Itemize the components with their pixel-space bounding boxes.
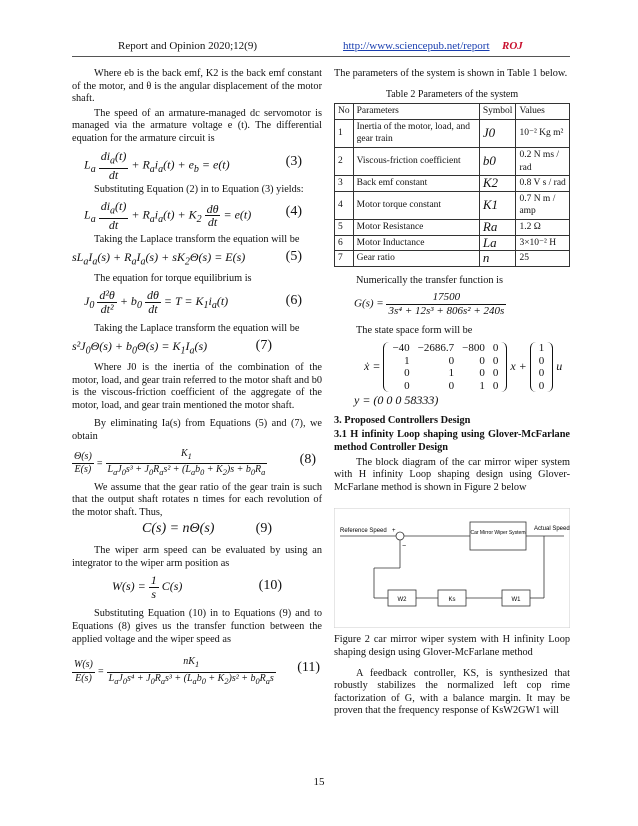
parameters-table [334,103,570,267]
equation-9: C(s) = nΘ(s) (9) [142,521,272,537]
table-cell-sym: Ra [479,219,516,235]
header-divider [72,56,570,57]
equation-4: $L_a$ $\frac{di_a(t)}{dt}$ + $R_ai_a(t) + K_2$ $\frac{d\theta}{dt}$ = e(t) (4) [84,199,302,233]
equation-number: (10) [258,578,282,594]
paragraph: The speed of an armature-managed dc servomotor is managed via the armature voltage e (t). The differential equation for the armature circuit is [72,107,322,144]
w1-label: W1 [511,597,521,604]
b-vector-cell: 0 [538,354,545,367]
state-equation: ẋ = −40 −2686.7 −800 0 1 0 0 0 0 1 0 0 0 0 1 0 x + 1 0 0 0 u [364,341,563,392]
equation-5: $sL_aI_a(s) + R_aI_a(s) + sK_2\Theta(s) = E(s)$ (5) [72,248,302,268]
plant-block [470,522,526,550]
paragraph: The equation for torque equilibrium is [94,272,252,284]
table-cell-val: 0.8 V s / rad [516,176,570,192]
table-cell-val: 0.2 N ms / rad [516,147,570,175]
block-diagram [334,508,570,628]
paragraph: Numerically the transfer function is [356,274,503,286]
b-vector [530,342,554,392]
table-row [335,235,570,251]
a-matrix-cell: 0 [479,354,485,367]
equation-number: (3) [285,153,302,169]
paragraph: Substituting Equation (2) in to Equation (3) yields: [94,183,304,195]
table-cell-no: 1 [335,119,354,147]
paragraph: The parameters of the system is shown in Table 1 below. [334,68,568,79]
b-vector-cell: 1 [538,341,545,354]
equation-3: $L_a$ $\frac{di_a(t)}{dt}$ + $R_ai_a(t) + e_b = e(t)$ (3) [84,148,302,182]
table-cell-no: 5 [335,219,354,235]
left-column [72,68,322,690]
right-column [334,68,570,720]
a-matrix-cell: 1 [448,367,455,380]
table-header-row [335,104,570,120]
equation-number: (8) [299,451,316,467]
a-matrix-cell: 0 [492,379,499,392]
a-matrix-cell: 1 [404,354,410,367]
table-cell-param: Motor Inductance [353,235,479,251]
table-cell-sym: K1 [479,191,516,219]
paragraph: The wiper arm speed can be evaluated by using an integrator to the wiper arm position as [72,545,322,569]
transfer-function: G(s) = $\frac{17500}{\text{3s⁴ + 12s³ + 806s² + 240s}}$ [354,291,505,317]
equation-number: (4) [285,204,302,220]
paragraph: Taking the Laplace transform the equation will be [94,234,300,246]
tf-denominator: 3s⁴ + 12s³ + 806s² + 240s [388,304,505,317]
journal-citation: Report and Opinion 2020;12(9) [118,40,258,52]
page-number: 15 [313,776,325,788]
table-row [335,219,570,235]
figure-caption: Figure 2 car mirror wiper system with H infinity Loop shaping design using Glover-McFarlane method [334,634,570,659]
w2-label: W2 [397,597,407,604]
a-matrix-cell: 0 [448,354,455,367]
paragraph: The state space form will be [356,325,473,337]
journal-url-link[interactable]: http://www.sciencepub.net/report [343,40,490,52]
table-cell-val: 0.7 N m / amp [516,191,570,219]
paragraph: Where J0 is the inertia of the combination of the motor, load, and gear train referred to the motor shaft and b0 is the viscous-friction coefficient of the aggregate of the motor, load, and gear train mentioned the motor shaft. [72,361,322,411]
plant-label: Car Mirror Wiper System [470,530,526,537]
equation-number: (6) [285,293,302,309]
ref-speed-label: Reference Speed [340,528,387,535]
summing-junction [396,532,404,540]
equation-10: W(s) = $\frac{1}{s}$ C(s) (10) [112,573,282,602]
running-header [0,40,638,56]
a-matrix-cell: −800 [462,341,485,354]
block-diagram-svg [334,508,570,628]
table-row [335,251,570,267]
paragraph: A feedback controller, KS, is synthesized that robustly stabilizes the normalized left cop rime factorization of G, with a balance margin. It may be proven that the frequency response of KsW2GW1 will [334,667,570,717]
table-row [335,147,570,175]
a-matrix-cell: 1 [479,379,485,392]
table-cell-sym: La [479,235,516,251]
paragraph: We assume that the gear ratio of the gear train is such that the output shaft rotates n times for each revolution of the motor shaft. Thus, [72,481,322,518]
equation-7: $s^2J_0\Theta(s) + b_0\Theta(s) = K_1I_a(s)$ (7) [72,337,272,357]
table-cell-no: 6 [335,235,354,251]
table-cell-param: Viscous-friction coefficient [353,147,479,175]
a-matrix [383,342,507,392]
subsection-heading: 3.1 H infinity Loop shaping using Glover-McFarlane method Controller Design [334,429,570,454]
tf-numerator: 17500 [386,291,506,305]
table-cell-no: 3 [335,176,354,192]
table-cell-no: 2 [335,147,354,175]
equation-6: $J_0$ $\frac{\text{d²θ}}{\text{dt²}}$ + $b_0$ $\frac{d\theta}{dt}$ = $T = K_1i_a(t)$ (6) [84,288,302,316]
table-body [335,119,570,266]
table-cell-param: Motor Resistance [353,219,479,235]
table-cell-sym: n [479,251,516,267]
equation-number: (5) [285,248,302,264]
a-matrix-cell: 0 [479,367,485,380]
table-cell-sym: J0 [479,119,516,147]
column-header: Parameters [353,104,479,120]
table-cell-sym: K2 [479,176,516,192]
equation-number: (9) [255,521,272,537]
equation-8: $\frac{\Theta(s)}{E(s)}$ = $\frac{K_1}{L_aJ_0s^3 + J_0R_as^2 + (L_ab_0 + K_2)s + b_0R_a}$ (8) [74,447,316,478]
a-matrix-cell: 0 [492,354,499,367]
equation-number: (7) [255,337,272,353]
table-row [335,191,570,219]
section-heading: 3. Proposed Controllers Design [334,414,471,426]
journal-badge: ROJ [502,40,523,52]
column-header: No [335,104,354,120]
plus-sign: + [392,528,396,535]
equation-11: $\frac{W(s)}{E(s)}$ = $\frac{nK_1}{L_aJ_0s^4 + J_0R_as^3 + (L_ab_0 + K_2)s^2 + b_0R_as}$ (11) [74,656,320,686]
table-cell-param: Inertia of the motor, load, and gear train [353,119,479,147]
table-cell-val: 10⁻² Kg m² [516,119,570,147]
paragraph: Taking the Laplace transform the equation will be [94,323,300,335]
table-cell-val: 25 [516,251,570,267]
a-matrix-cell: 0 [404,367,410,380]
output-equation: y = (0 0 0 58333) [354,393,439,408]
a-matrix-cell: 0 [492,367,499,380]
table-cell-val: 1.2 Ω [516,219,570,235]
table-caption: Table 2 Parameters of the system [385,88,519,100]
table-cell-val: 3×10⁻² H [516,235,570,251]
actual-speed-label: Actual Speed [534,526,570,533]
a-matrix-cell: 0 [404,379,410,392]
table-row [335,176,570,192]
a-matrix-cell: 0 [492,341,499,354]
table-cell-no: 7 [335,251,354,267]
table-cell-sym: b0 [479,147,516,175]
equation-number: (11) [297,660,320,676]
table-row [335,119,570,147]
minus-sign: − [402,543,407,551]
a-matrix-cell: 0 [448,379,455,392]
a-matrix-cell: −40 [392,341,410,354]
table-cell-no: 4 [335,191,354,219]
paragraph: The block diagram of the car mirror wiper system with H infinity Loop shaping design using Glover-McFarlane method is shown in Figure 2 below [334,456,570,493]
b-vector-cell: 0 [538,367,545,380]
a-matrix-cell: −2686.7 [417,341,455,354]
column-header: Values [516,104,570,120]
paragraph: Where eb is the back emf, K2 is the back emf constant of the motor, and θ is the angular displacement of the motor shaft. [72,68,322,105]
b-vector-cell: 0 [538,379,545,392]
ks-label: Ks [448,597,456,604]
table-cell-param: Back emf constant [353,176,479,192]
paragraph: Substituting Equation (10) in to Equations (9) and to Equations (8) gives us the transfer function between the applied voltage and the wiper speed as [72,608,322,645]
table-cell-param: Gear ratio [353,251,479,267]
column-header: Symbol [479,104,516,120]
paragraph: By eliminating Ia(s) from Equations (5) and (7), we obtain [72,418,322,442]
table-cell-param: Motor torque constant [353,191,479,219]
